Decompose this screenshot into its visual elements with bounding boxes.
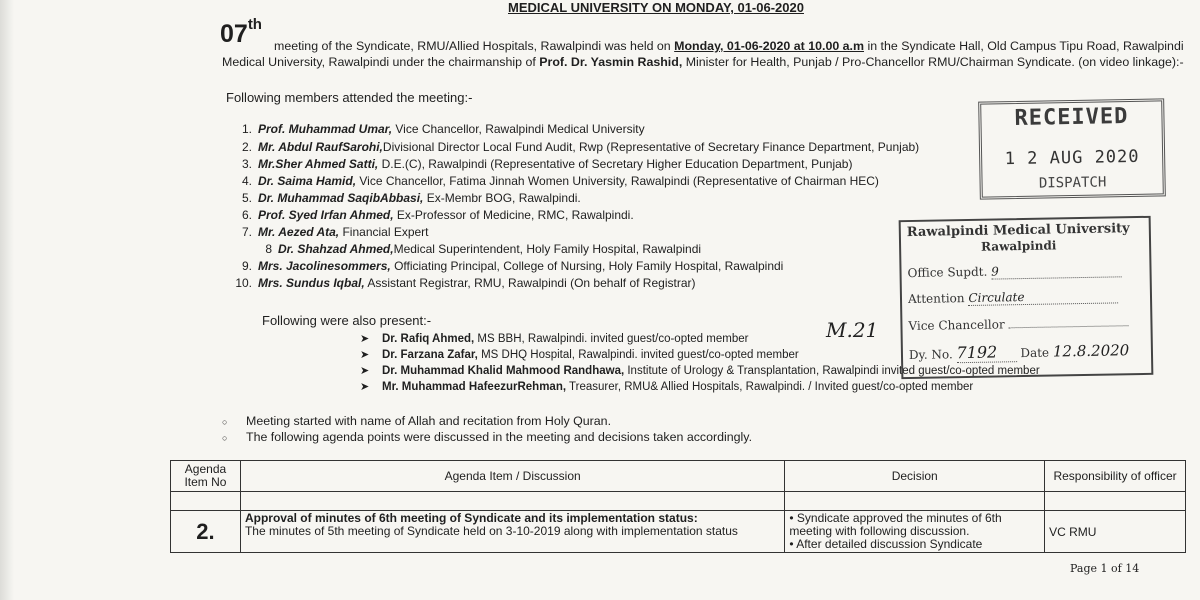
note-text: The following agenda points were discussed in the meeting and decisions taken accordingly.: [246, 430, 753, 444]
attention-value: Circulate: [968, 288, 1118, 306]
member-role: Officiating Principal, College of Nursing, Holy Family Hospital, Rawalpindi: [390, 259, 784, 273]
member-number: 8: [265, 242, 272, 256]
circle-bullet-icon: ○: [222, 433, 228, 443]
office-stamp: [899, 216, 1154, 379]
member-role: Ex-Membr BOG, Rawalpindi.: [423, 191, 581, 205]
member-item: [230, 122, 645, 136]
intro-text-b: in the Syndicate Hall, Old Campus Tipu Road, Rawalpindi Medical University, Rawalpindi under the chairmanship of: [222, 39, 1184, 69]
margin-handwritten-note: M.21: [826, 318, 879, 342]
member-number: 2.: [241, 140, 252, 154]
member-name: Mrs. Sundus Iqbal,: [258, 276, 365, 290]
member-role: Financial Expert: [339, 225, 429, 239]
diary-label: Dy. No.: [908, 347, 953, 363]
member-item: [230, 191, 581, 205]
member-role: Divisional Director Local Fund Audit, Rwp (Representative of Secretary Finance Department, Punjab): [382, 140, 920, 154]
member-name: Dr. Muhammad SaqibAbbasi,: [258, 191, 424, 205]
meeting-number-suffix: th: [247, 16, 262, 33]
diary-row: [909, 340, 1130, 364]
table-row: [171, 511, 1186, 553]
received-stamp-date: 1 2 AUG 2020: [1004, 146, 1140, 170]
diary-date-label: Date: [1020, 345, 1050, 361]
meeting-datetime: Monday, 01-06-2020 at 10.00 a.m: [674, 39, 865, 53]
guest-role: MS BBH, Rawalpindi. invited guest/co-opted member: [474, 333, 749, 345]
agenda-table: [170, 460, 1186, 553]
member-number: 10.: [235, 276, 252, 290]
member-number: 5.: [241, 191, 252, 205]
diary-value: 7192: [956, 342, 1016, 363]
arrow-bullet-icon: ➤: [360, 349, 370, 361]
member-name: Mr. Aezed Ata,: [258, 225, 340, 239]
guest-name: Dr. Farzana Zafar,: [382, 349, 478, 361]
received-stamp-title: RECEIVED: [1014, 104, 1129, 131]
member-name: Mr.Sher Ahmed Satti,: [258, 157, 379, 171]
agenda-decision: [785, 511, 1045, 553]
member-item: [230, 276, 695, 290]
guest-role: Institute of Urology & Transplantation, Rawalpindi invited guest/co-opted member: [624, 365, 1040, 377]
attended-heading: Following members attended the meeting:-: [226, 90, 473, 105]
member-name: Mrs. Jacolinesommers,: [258, 259, 391, 273]
meeting-chair: Prof. Dr. Yasmin Rashid,: [539, 55, 683, 69]
member-name: Prof. Muhammad Umar,: [258, 122, 393, 136]
received-stamp-bottom: DISPATCH: [1038, 174, 1107, 192]
agenda-spacer-row: [171, 492, 1186, 511]
member-role: D.E.(C), Rawalpindi (Representative of Secretary Higher Education Department, Punjab): [378, 157, 853, 171]
agenda-officer: VC RMU: [1045, 511, 1186, 553]
member-role: Vice Chancellor, Fatima Jinnah Women University, Rawalpindi (Representative of Chairman HEC): [356, 174, 879, 188]
member-item: [250, 242, 701, 256]
office-supdt-label: Office Supdt.: [907, 264, 988, 281]
member-role: Vice Chancellor, Rawalpindi Medical University: [392, 122, 645, 136]
member-number: 3.: [241, 157, 252, 171]
member-number: 9.: [241, 259, 252, 273]
member-name: Dr. Saima Hamid,: [258, 174, 357, 188]
diary-date-value: 12.8.2020: [1052, 341, 1130, 361]
agenda-discussion-title: Approval of minutes of 6th meeting of Syndicate and its implementation status:: [244, 511, 698, 525]
member-number: 4.: [241, 174, 252, 188]
member-role: Ex-Professor of Medicine, RMC, Rawalpindi.: [393, 208, 634, 222]
member-number: 1.: [241, 122, 252, 136]
office-supdt-row: [907, 262, 1121, 281]
col-responsibility: Responsibility of officer: [1045, 461, 1186, 492]
agenda-item-no: 2.: [171, 511, 241, 553]
arrow-bullet-icon: ➤: [360, 365, 370, 377]
attention-row: [908, 288, 1119, 307]
received-stamp: [978, 98, 1166, 199]
member-role: Assistant Registrar, RMU, Rawalpindi (On behalf of Registrar): [364, 276, 696, 290]
member-name: Mr. Abdul RaufSarohi,: [258, 140, 383, 154]
arrow-bullet-icon: ➤: [360, 381, 370, 393]
member-item: [230, 225, 429, 239]
note-item: [222, 414, 611, 429]
guest-name: Dr. Muhammad Khalid Mahmood Randhawa,: [382, 365, 625, 377]
member-role: Medical Superintendent, Holy Family Hospital, Rawalpindi: [393, 242, 702, 256]
meeting-number-value: 07: [220, 20, 248, 48]
note-item: [222, 430, 752, 445]
decision-item-1-text: Syndicate approved the minutes of 6th meeting with following discussion.: [789, 511, 1002, 538]
also-present-heading: Following were also present:-: [262, 313, 432, 328]
member-name: Prof. Syed Irfan Ahmed,: [258, 208, 394, 222]
member-item: [230, 208, 634, 222]
member-item: [230, 174, 879, 188]
page-edge-shadow: [0, 0, 14, 600]
document-header: MEDICAL UNIVERSITY ON MONDAY, 01-06-2020: [508, 0, 804, 15]
guest-name: Dr. Rafiq Ahmed,: [382, 333, 475, 345]
guest-role: Treasurer, RMU& Allied Hospitals, Rawalpindi. / Invited guest/co-opted member: [566, 381, 974, 393]
vice-chancellor-row: [908, 315, 1128, 333]
guest-role: MS DHQ Hospital, Rawalpindi. invited guest/co-opted member: [477, 349, 799, 361]
intro-text-c: Minister for Health, Punjab / Pro-Chancellor RMU/Chairman Syndicate. (on video linkage):-: [682, 55, 1184, 69]
office-stamp-line2: Rawalpindi: [980, 238, 1057, 254]
col-decision: Decision: [785, 461, 1045, 492]
guest-item: [360, 332, 748, 345]
guest-name: Mr. Muhammad HafeezurRehman,: [382, 381, 567, 393]
member-item: [230, 157, 852, 171]
decision-item-2: • After detailed discussion Syndicate: [789, 537, 983, 551]
meeting-intro-paragraph: [222, 38, 1197, 70]
member-number: 7.: [241, 225, 252, 239]
col-agenda-item: Agenda Item / Discussion: [240, 461, 784, 492]
decision-item-1: • Syndicate approved the minutes of 6th meeting with following discussion.: [789, 511, 1002, 538]
col-agenda-no: Agenda Item No: [171, 461, 241, 492]
agenda-discussion-text: The minutes of 5th meeting of Syndicate held on 3-10-2019 along with implementation status: [244, 524, 738, 538]
attention-label: Attention: [907, 291, 965, 307]
member-name: Dr. Shahzad Ahmed,: [278, 242, 394, 256]
office-supdt-value: 9: [991, 262, 1121, 279]
note-text: Meeting started with name of Allah and recitation from Holy Quran.: [246, 414, 612, 428]
member-number: 6.: [241, 208, 252, 222]
arrow-bullet-icon: ➤: [360, 333, 370, 345]
agenda-header-row: [171, 461, 1186, 492]
guest-item: [360, 348, 799, 361]
agenda-discussion: [240, 511, 784, 553]
guest-item: [360, 380, 973, 393]
office-stamp-line1: Rawalpindi Medical University: [906, 221, 1130, 241]
vice-chancellor-line: [1009, 325, 1129, 328]
page-number: Page 1 of 14: [1070, 562, 1140, 575]
member-item: [230, 259, 783, 273]
circle-bullet-icon: ○: [222, 417, 228, 427]
intro-text-a: meeting of the Syndicate, RMU/Allied Hospitals, Rawalpindi was held on: [274, 39, 675, 53]
member-item: [230, 140, 919, 154]
vice-chancellor-label: Vice Chancellor: [908, 317, 1005, 334]
decision-item-2-text: After detailed discussion Syndicate: [796, 537, 983, 551]
